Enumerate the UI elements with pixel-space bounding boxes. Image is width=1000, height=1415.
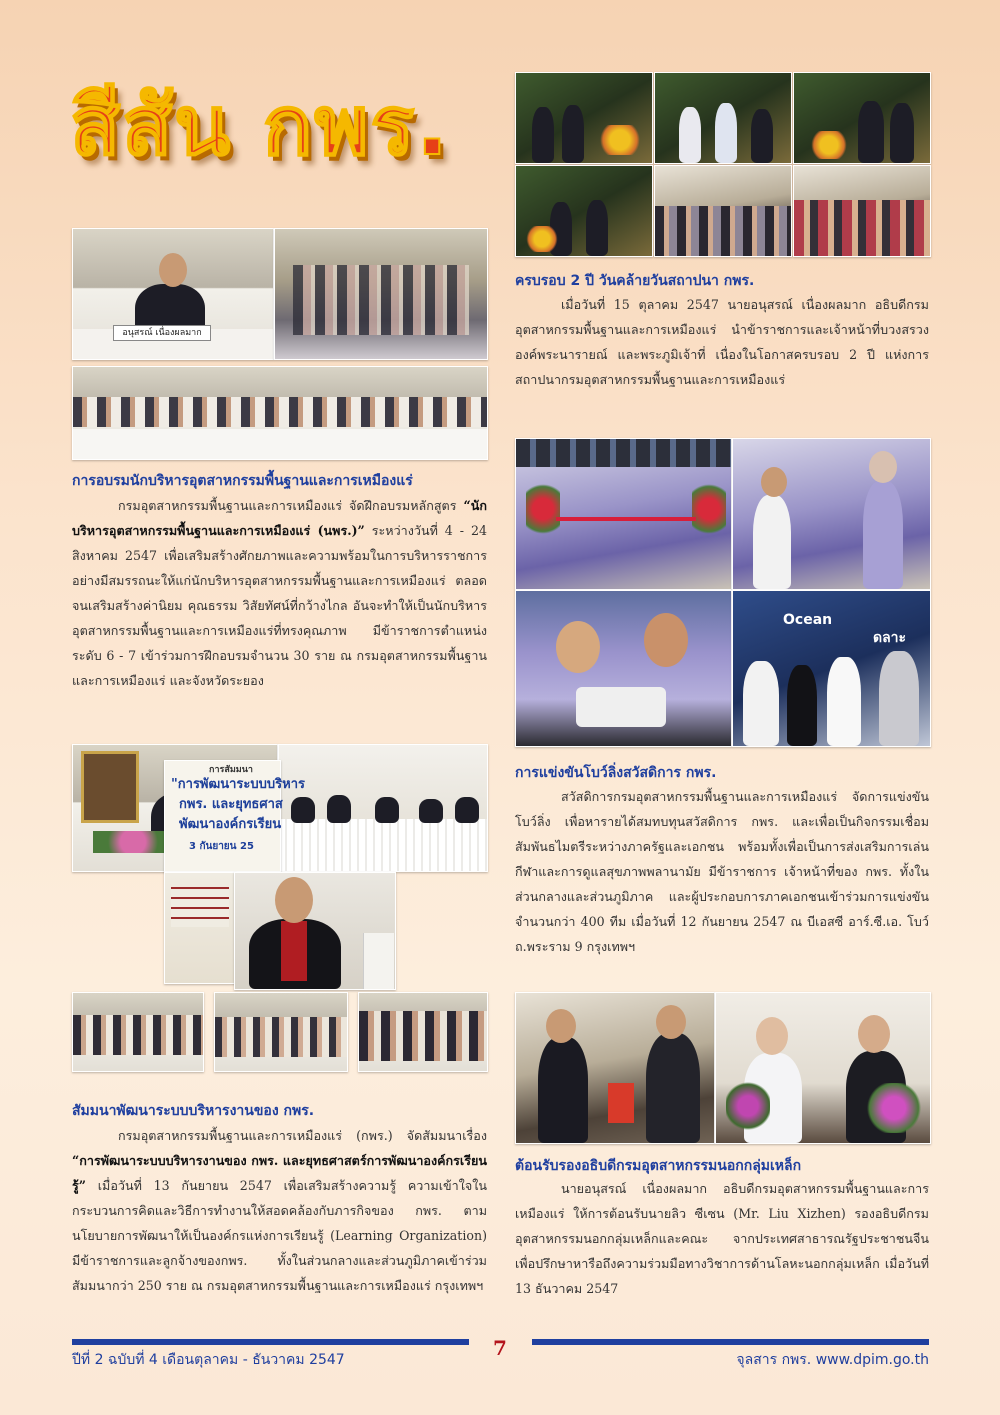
bowling-heading: การแข่งขันโบว์ลิ่งสวัสดิการ กพร.	[515, 765, 717, 781]
photo-training-speaker	[72, 228, 274, 360]
reception-heading: ต้อนรับรองอธิบดีกรมอุตสาหกรรมนอกกลุ่มเหล็ก	[515, 1158, 802, 1174]
photo-seminar-small-banner	[164, 872, 236, 984]
photo-anniversary-2	[654, 72, 792, 164]
footer-rule-left	[72, 1339, 469, 1345]
seminar-paragraph: กรมอุตสาหกรรมพื้นฐานและการเหมืองแร่ (กพร.) จัดสัมมนาเรื่อง “การพัฒนาระบบบริหารงานของ กพร. และยุทธศาสตร์การพัฒนาองค์กรเรียนรู้” เมื่อวันที่ 13 กันยายน 2547 เพื่อเสริมสร้างความรู้ ความเข้าใจในกระบวนการคิดและวิธีการทำงานให้สอดคล้องกับภารกิจของ กพร. ตามนโยบายการพัฒนาให้เป็นองค์กรแห่งการเรียนรู้ (Learning Organization) มีข้าราชการและลูกจ้างของกพร. ทั้งในส่วนกลางและส่วนภูมิภาคเข้าร่วมสัมมนากว่า 250 ราย ณ กรมอุตสาหกรรมพื้นฐานและการเหมืองแร่ กรุงเทพฯ	[72, 1128, 487, 1293]
photo-bowling-table	[515, 590, 732, 747]
footer-rule-right	[532, 1339, 929, 1345]
anniversary-heading: ครบรอบ 2 ปี วันคล้ายวันสถาปนา กพร.	[515, 273, 755, 289]
photo-seminar-audience-3	[358, 992, 488, 1072]
photo-anniversary-4	[515, 165, 653, 257]
training-paragraph: กรมอุตสาหกรรมพื้นฐานและการเหมืองแร่ จัดฝึกอบรมหลักสูตร “นักบริหารอุตสาหกรรมพื้นฐานและการเหมืองแร่ (นพร.)” ระหว่างวันที่ 4 - 24 สิงหาคม 2547 เพื่อเสริมสร้างศักยภาพและความพร้อมในการบริหารราชการอย่างมีสมรรถนะให้แก่นักบริหารอุตสาหกรรมพื้นฐานและการเหมืองแร่ ตลอดจนเสริมสร้างค่านิยม คุณธรรม วิสัยทัศน์ที่กว้างไกล อันจะทำให้เป็นนักบริหารอุตสาหกรรมพื้นฐานและการเหมืองแร่ที่ทรงคุณภาพ มีข้าราชการตำแหน่งระดับ 6 - 7 เข้าร่วมการฝึกอบรมจำนวน 30 ราย ณ กรมอุตสาหกรรมพื้นฐานและการเหมืองแร่ และจังหวัดระยอง	[72, 498, 487, 688]
page-number: 7	[493, 1336, 507, 1360]
photo-bowling-award: Ocean ดลาะ	[732, 590, 931, 747]
photo-seminar-panel	[278, 744, 488, 872]
photo-bowling-ribbon	[515, 438, 732, 590]
bowling-paragraph: สวัสดิการกรมอุตสาหกรรมพื้นฐานและการเหมืองแร่ จัดการแข่งขันโบว์ลิ่ง เพื่อหารายได้สมทบทุนสวัสดิการ กพร. และเพื่อเป็นกิจกรรมเชื่อมสัมพันธไมตรีระหว่างภาครัฐและเอกชน พร้อมทั้งเพื่อเป็นการส่งเสริมการเล่นกีฬาและการดูแลสุขภาพพลานามัย มีข้าราชการ เจ้าหน้าที่ของ กพร. ทั้งในส่วนกลางและส่วนภูมิภาค และผู้ประกอบการภาคเอกชนเข้าร่วมการแข่งขันจำนวนกว่า 400 ทีม เมื่อวันที่ 12 กันยายน 2547 ณ บีเอสซี อาร์.ซี.เอ. โบว์ ถ.พระราม 9 กรุงเทพฯ	[515, 789, 929, 954]
photo-training-group	[274, 228, 488, 360]
photo-seminar-audience-1	[72, 992, 204, 1072]
photo-anniversary-3	[793, 72, 931, 164]
photo-anniversary-6	[793, 165, 931, 257]
reception-paragraph: นายอนุสรณ์ เนื่องผลมาก อธิบดีกรมอุตสาหกรรมพื้นฐานและการเหมืองแร่ ให้การต้อนรับนายลิว ซีเซน (Mr. Liu Xizhen) รองอธิบดีกรมอุตสาหกรรมนอกกลุ่มเหล็กและคณะ จากประเทศสาธารณรัฐประชาชนจีน เพื่อปรึกษาหารือถึงความร่วมมือทางวิชาการด้านโลหะนอกกลุ่มเหล็ก เมื่อวันที่ 13 ธันวาคม 2547	[515, 1181, 929, 1296]
photo-nameplate: อนุสรณ์ เนื่องผลมาก	[113, 325, 211, 341]
anniversary-paragraph: เมื่อวันที่ 15 ตุลาคม 2547 นายอนุสรณ์ เนื่องผลมาก อธิบดีกรมอุตสาหกรรมพื้นฐานและการเหมืองแร่ นำข้าราชการและเจ้าหน้าที่บวงสรวงองค์พระนารายณ์ และพระภูมิเจ้าที่ เนื่องในโอกาสครบรอบ 2 ปี แห่งการสถาปนากรมอุตสาหกรรมพื้นฐานและการเหมืองแร่	[515, 297, 929, 387]
training-heading: การอบรมนักบริหารอุตสาหกรรมพื้นฐานและการเหมืองแร่	[72, 473, 413, 489]
photo-seminar-speaker	[234, 872, 396, 990]
footer-site: จุลสาร กพร. www.dpim.go.th	[736, 1352, 929, 1368]
photo-seminar-banner: การสัมมนา "การพัฒนาระบบบริหาร กพร. และยุทธศาส พัฒนาองค์กรเรียน 3 กันยายน 25	[164, 760, 281, 872]
photo-anniversary-5	[654, 165, 792, 257]
masthead-title: สีสัน กพร.	[70, 79, 450, 174]
photo-training-classroom	[72, 366, 488, 460]
photo-anniversary-1	[515, 72, 653, 164]
photo-seminar-audience-2	[214, 992, 348, 1072]
photo-reception-meeting	[715, 992, 931, 1144]
photo-reception-handshake	[515, 992, 715, 1144]
seminar-heading: สัมมนาพัฒนาระบบบริหารงานของ กพร.	[72, 1103, 315, 1119]
footer-issue: ปีที่ 2 ฉบับที่ 4 เดือนตุลาคม - ธันวาคม 2547	[72, 1352, 345, 1368]
photo-bowling-speech	[732, 438, 931, 590]
